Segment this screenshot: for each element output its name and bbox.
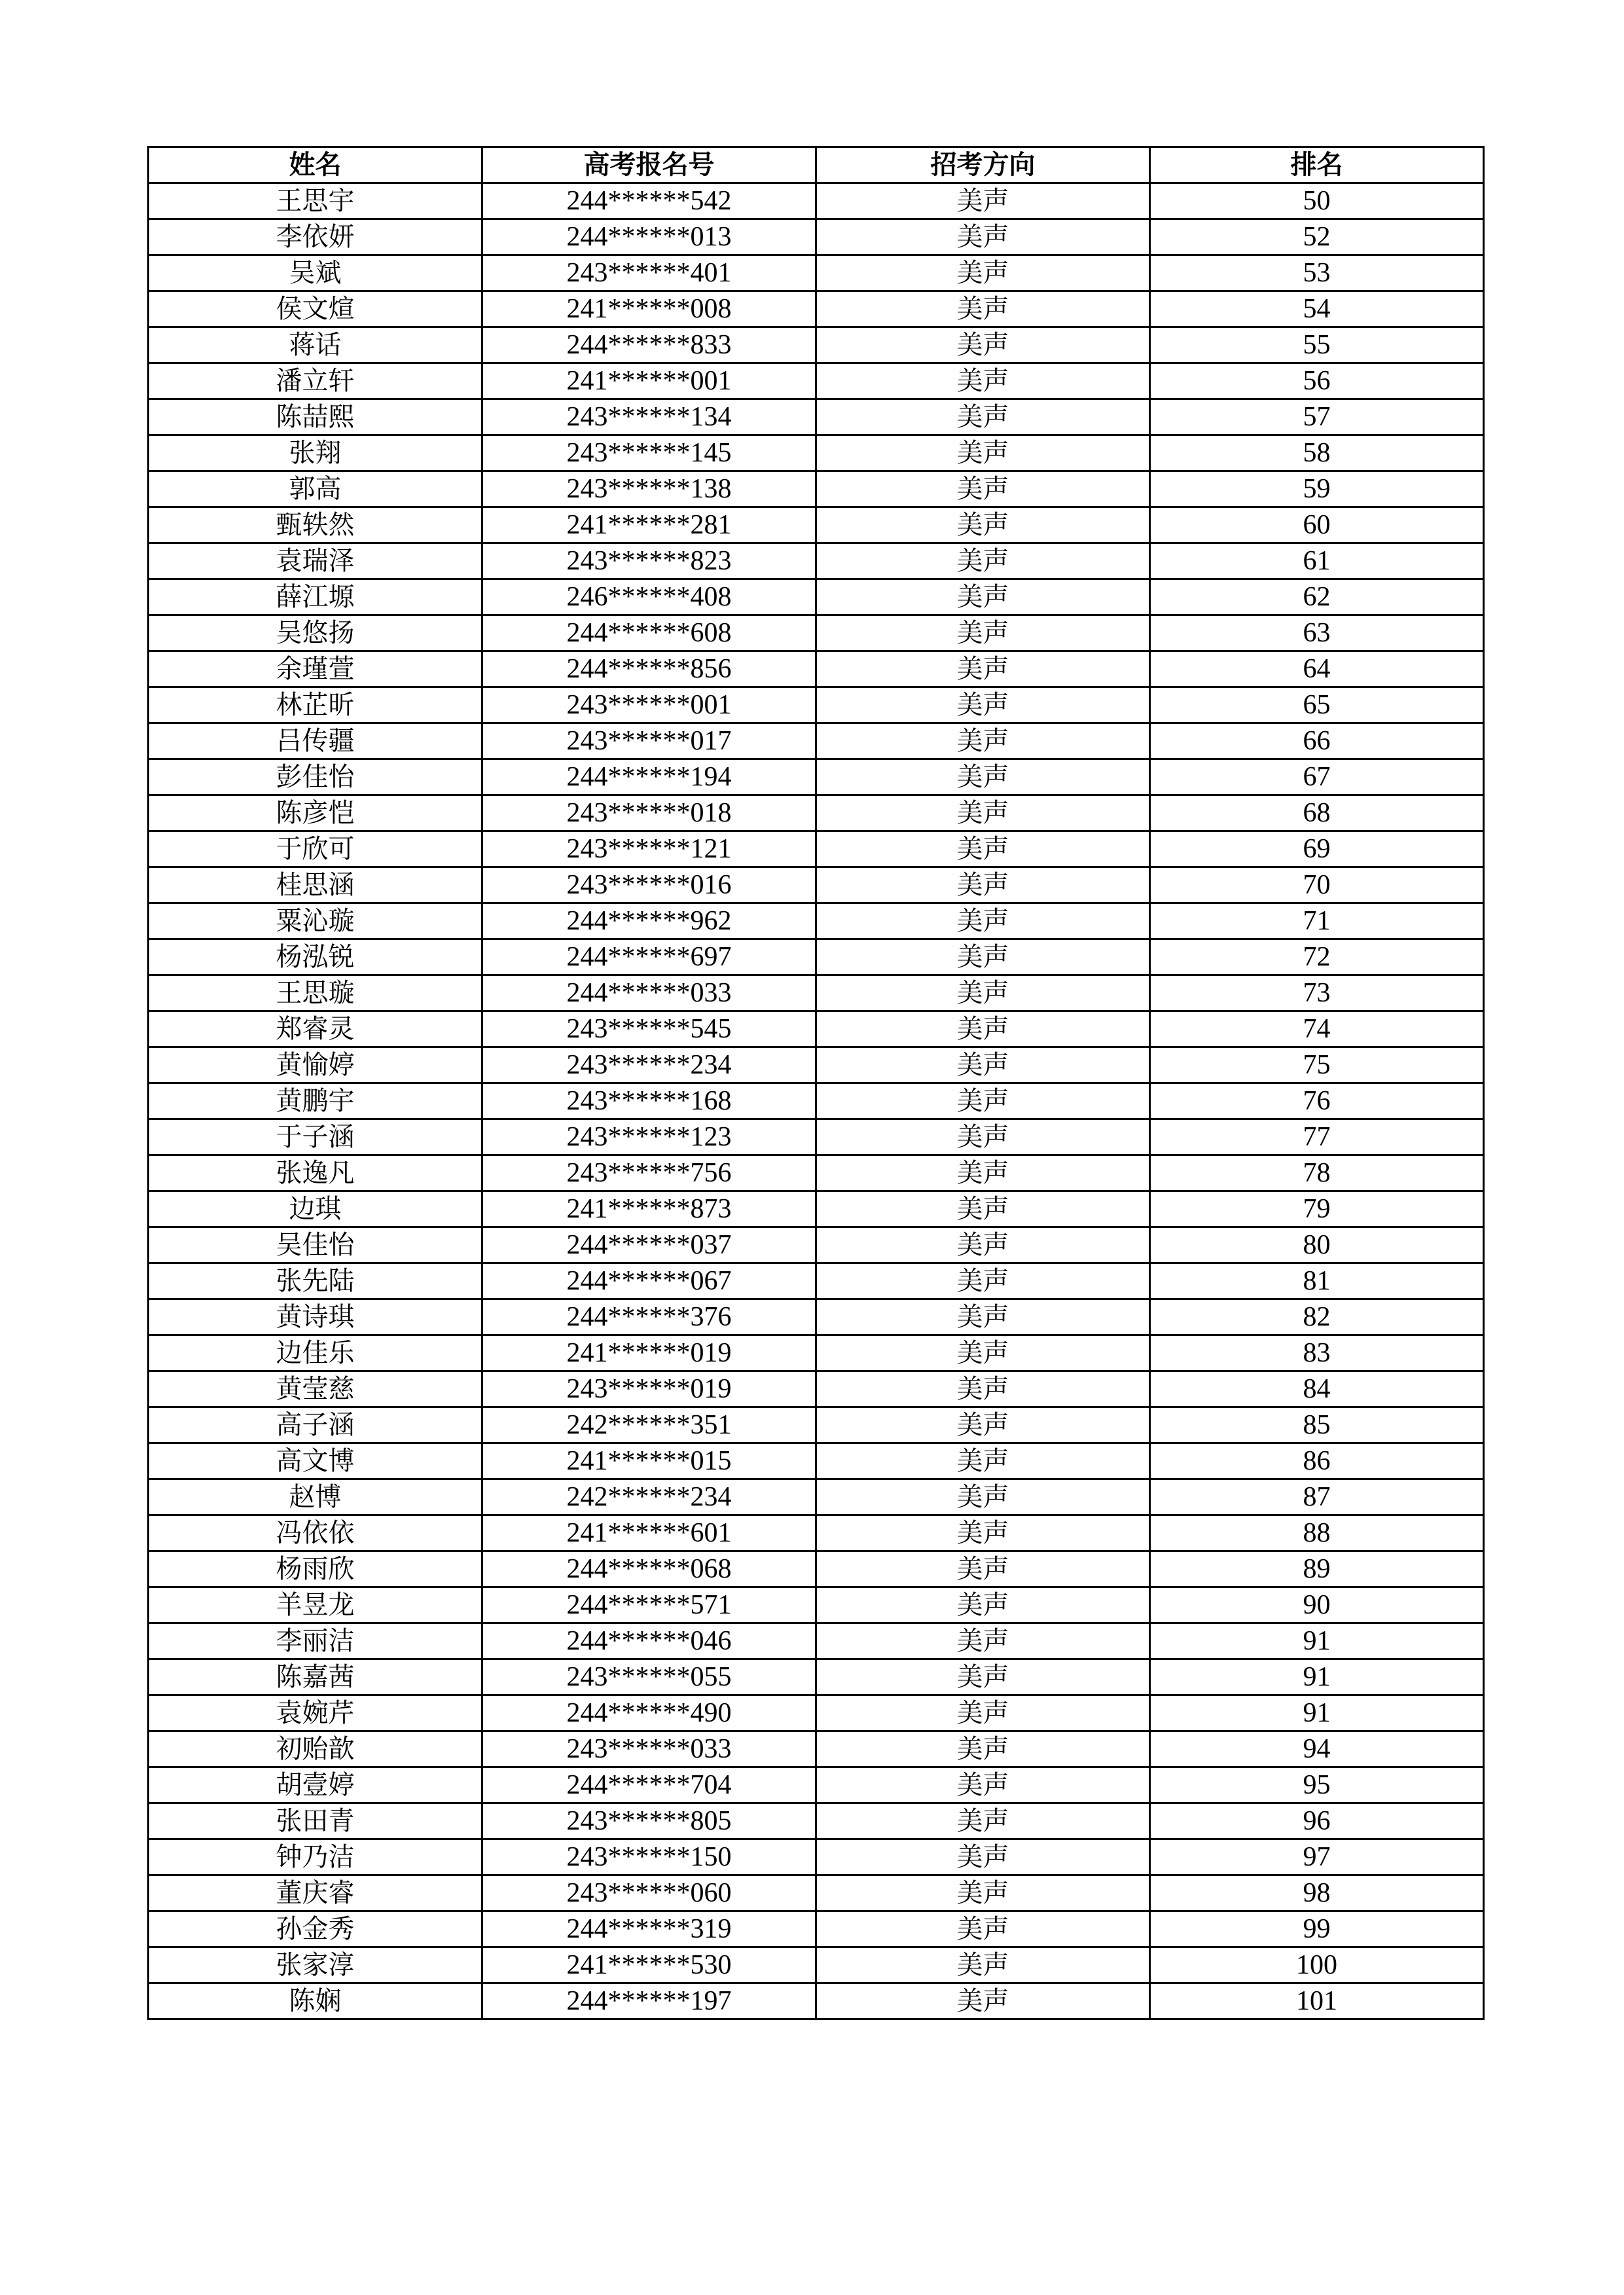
cell-name: 陈喆熙: [149, 399, 482, 435]
cell-direction: 美声: [816, 903, 1150, 939]
cell-exam-id: 243******756: [482, 1155, 816, 1191]
header-name: 姓名: [149, 147, 482, 183]
cell-direction: 美声: [816, 831, 1150, 867]
cell-rank: 68: [1150, 795, 1484, 831]
table-row: [149, 1191, 1484, 1227]
cell-exam-id: 243******123: [482, 1119, 816, 1155]
cell-exam-id: 241******873: [482, 1191, 816, 1227]
cell-exam-id: 243******168: [482, 1083, 816, 1119]
cell-exam-id: 244******962: [482, 903, 816, 939]
cell-name: 王思宇: [149, 183, 482, 219]
table-row: [149, 291, 1484, 327]
cell-exam-id: 243******805: [482, 1803, 816, 1839]
cell-rank: 96: [1150, 1803, 1484, 1839]
cell-direction: 美声: [816, 399, 1150, 435]
cell-name: 彭佳怡: [149, 759, 482, 795]
cell-name: 袁婉芹: [149, 1695, 482, 1731]
cell-exam-id: 244******046: [482, 1623, 816, 1659]
cell-direction: 美声: [816, 1947, 1150, 1983]
table-row: [149, 1011, 1484, 1047]
cell-rank: 100: [1150, 1947, 1484, 1983]
cell-name: 薛江塬: [149, 579, 482, 615]
cell-rank: 63: [1150, 615, 1484, 651]
cell-exam-id: 241******008: [482, 291, 816, 327]
cell-name: 张田青: [149, 1803, 482, 1839]
table-row: [149, 615, 1484, 651]
cell-exam-id: 244******319: [482, 1911, 816, 1947]
cell-rank: 53: [1150, 255, 1484, 291]
cell-exam-id: 241******019: [482, 1335, 816, 1371]
cell-rank: 85: [1150, 1407, 1484, 1443]
header-exam-id: 高考报名号: [482, 147, 816, 183]
cell-exam-id: 243******019: [482, 1371, 816, 1407]
cell-rank: 82: [1150, 1299, 1484, 1335]
table-row: [149, 1767, 1484, 1803]
cell-direction: 美声: [816, 1155, 1150, 1191]
table-row: [149, 1911, 1484, 1947]
cell-rank: 74: [1150, 1011, 1484, 1047]
cell-rank: 101: [1150, 1983, 1484, 2019]
cell-name: 吴佳怡: [149, 1227, 482, 1263]
cell-direction: 美声: [816, 867, 1150, 903]
cell-rank: 91: [1150, 1695, 1484, 1731]
cell-exam-id: 244******704: [482, 1767, 816, 1803]
table-row: [149, 1047, 1484, 1083]
cell-rank: 91: [1150, 1623, 1484, 1659]
cell-exam-id: 244******833: [482, 327, 816, 363]
cell-direction: 美声: [816, 1839, 1150, 1875]
table-row: [149, 795, 1484, 831]
cell-exam-id: 241******015: [482, 1443, 816, 1479]
cell-exam-id: 244******608: [482, 615, 816, 651]
cell-name: 孙金秀: [149, 1911, 482, 1947]
cell-rank: 77: [1150, 1119, 1484, 1155]
cell-rank: 84: [1150, 1371, 1484, 1407]
table-row: [149, 903, 1484, 939]
table-body: [149, 183, 1484, 2019]
cell-name: 董庆睿: [149, 1875, 482, 1911]
cell-rank: 81: [1150, 1263, 1484, 1299]
cell-name: 陈嘉茜: [149, 1659, 482, 1695]
cell-exam-id: 243******121: [482, 831, 816, 867]
cell-direction: 美声: [816, 1227, 1150, 1263]
cell-exam-id: 244******013: [482, 219, 816, 255]
cell-exam-id: 244******856: [482, 651, 816, 687]
cell-direction: 美声: [816, 651, 1150, 687]
table-row: [149, 975, 1484, 1011]
cell-rank: 60: [1150, 507, 1484, 543]
cell-direction: 美声: [816, 1587, 1150, 1623]
cell-exam-id: 244******037: [482, 1227, 816, 1263]
cell-exam-id: 243******016: [482, 867, 816, 903]
cell-direction: 美声: [816, 507, 1150, 543]
table-row: [149, 435, 1484, 471]
cell-exam-id: 244******542: [482, 183, 816, 219]
ranking-table: [147, 146, 1485, 2020]
cell-rank: 89: [1150, 1551, 1484, 1587]
cell-rank: 71: [1150, 903, 1484, 939]
table-row: [149, 1587, 1484, 1623]
cell-name: 黄愉婷: [149, 1047, 482, 1083]
cell-direction: 美声: [816, 939, 1150, 975]
cell-rank: 78: [1150, 1155, 1484, 1191]
cell-direction: 美声: [816, 1407, 1150, 1443]
cell-direction: 美声: [816, 363, 1150, 399]
cell-direction: 美声: [816, 1515, 1150, 1551]
cell-exam-id: 243******145: [482, 435, 816, 471]
cell-direction: 美声: [816, 1659, 1150, 1695]
cell-rank: 79: [1150, 1191, 1484, 1227]
cell-rank: 62: [1150, 579, 1484, 615]
cell-name: 张家淳: [149, 1947, 482, 1983]
table-row: [149, 1407, 1484, 1443]
cell-direction: 美声: [816, 1335, 1150, 1371]
cell-rank: 97: [1150, 1839, 1484, 1875]
table-row: [149, 1659, 1484, 1695]
cell-rank: 52: [1150, 219, 1484, 255]
cell-rank: 56: [1150, 363, 1484, 399]
table-row: [149, 399, 1484, 435]
cell-rank: 75: [1150, 1047, 1484, 1083]
cell-direction: 美声: [816, 1299, 1150, 1335]
cell-name: 钟乃洁: [149, 1839, 482, 1875]
cell-name: 郭高: [149, 471, 482, 507]
cell-rank: 88: [1150, 1515, 1484, 1551]
cell-direction: 美声: [816, 1695, 1150, 1731]
table-row: [149, 1227, 1484, 1263]
table-row: [149, 1083, 1484, 1119]
cell-rank: 87: [1150, 1479, 1484, 1515]
table-row: [149, 1335, 1484, 1371]
cell-exam-id: 243******401: [482, 255, 816, 291]
cell-exam-id: 244******697: [482, 939, 816, 975]
table-row: [149, 1695, 1484, 1731]
cell-direction: 美声: [816, 723, 1150, 759]
cell-direction: 美声: [816, 1803, 1150, 1839]
cell-name: 粟沁璇: [149, 903, 482, 939]
cell-rank: 67: [1150, 759, 1484, 795]
cell-name: 高子涵: [149, 1407, 482, 1443]
cell-rank: 61: [1150, 543, 1484, 579]
cell-rank: 80: [1150, 1227, 1484, 1263]
cell-direction: 美声: [816, 327, 1150, 363]
cell-rank: 57: [1150, 399, 1484, 435]
table-row: [149, 723, 1484, 759]
cell-name: 林芷昕: [149, 687, 482, 723]
table-row: [149, 1947, 1484, 1983]
cell-exam-id: 243******823: [482, 543, 816, 579]
table-row: [149, 1119, 1484, 1155]
cell-rank: 90: [1150, 1587, 1484, 1623]
cell-exam-id: 241******281: [482, 507, 816, 543]
header-rank: 排名: [1150, 147, 1484, 183]
cell-direction: 美声: [816, 1083, 1150, 1119]
table-row: [149, 687, 1484, 723]
cell-name: 王思璇: [149, 975, 482, 1011]
cell-exam-id: 241******530: [482, 1947, 816, 1983]
cell-rank: 94: [1150, 1731, 1484, 1767]
cell-exam-id: 243******018: [482, 795, 816, 831]
table-row: [149, 255, 1484, 291]
cell-direction: 美声: [816, 1875, 1150, 1911]
cell-exam-id: 241******001: [482, 363, 816, 399]
cell-name: 于欣可: [149, 831, 482, 867]
cell-direction: 美声: [816, 1191, 1150, 1227]
cell-exam-id: 244******033: [482, 975, 816, 1011]
cell-name: 李依妍: [149, 219, 482, 255]
cell-name: 袁瑞泽: [149, 543, 482, 579]
cell-name: 蒋话: [149, 327, 482, 363]
cell-rank: 99: [1150, 1911, 1484, 1947]
table-row: [149, 219, 1484, 255]
table-row: [149, 1551, 1484, 1587]
table-row: [149, 1155, 1484, 1191]
cell-exam-id: 243******545: [482, 1011, 816, 1047]
table-row: [149, 831, 1484, 867]
cell-rank: 66: [1150, 723, 1484, 759]
cell-direction: 美声: [816, 1983, 1150, 2019]
cell-exam-id: 243******055: [482, 1659, 816, 1695]
cell-rank: 58: [1150, 435, 1484, 471]
cell-direction: 美声: [816, 1047, 1150, 1083]
table-row: [149, 1623, 1484, 1659]
cell-name: 甄轶然: [149, 507, 482, 543]
cell-direction: 美声: [816, 1371, 1150, 1407]
cell-exam-id: 243******134: [482, 399, 816, 435]
cell-name: 杨泓锐: [149, 939, 482, 975]
cell-direction: 美声: [816, 579, 1150, 615]
cell-rank: 69: [1150, 831, 1484, 867]
cell-direction: 美声: [816, 471, 1150, 507]
cell-direction: 美声: [816, 543, 1150, 579]
cell-name: 吕传疆: [149, 723, 482, 759]
cell-name: 吴斌: [149, 255, 482, 291]
cell-direction: 美声: [816, 1911, 1150, 1947]
cell-direction: 美声: [816, 795, 1150, 831]
cell-direction: 美声: [816, 1767, 1150, 1803]
cell-name: 桂思涵: [149, 867, 482, 903]
table-row: [149, 939, 1484, 975]
cell-name: 冯依依: [149, 1515, 482, 1551]
cell-exam-id: 243******033: [482, 1731, 816, 1767]
cell-direction: 美声: [816, 435, 1150, 471]
cell-name: 羊昱龙: [149, 1587, 482, 1623]
table-row: [149, 1515, 1484, 1551]
cell-name: 赵博: [149, 1479, 482, 1515]
cell-exam-id: 246******408: [482, 579, 816, 615]
cell-direction: 美声: [816, 1479, 1150, 1515]
cell-name: 余瑾萱: [149, 651, 482, 687]
cell-rank: 70: [1150, 867, 1484, 903]
cell-rank: 95: [1150, 1767, 1484, 1803]
cell-exam-id: 243******138: [482, 471, 816, 507]
cell-rank: 54: [1150, 291, 1484, 327]
table-row: [149, 579, 1484, 615]
cell-name: 侯文煊: [149, 291, 482, 327]
cell-name: 张逸凡: [149, 1155, 482, 1191]
cell-rank: 98: [1150, 1875, 1484, 1911]
cell-rank: 83: [1150, 1335, 1484, 1371]
cell-rank: 55: [1150, 327, 1484, 363]
cell-name: 杨雨欣: [149, 1551, 482, 1587]
cell-name: 初贻歆: [149, 1731, 482, 1767]
table-row: [149, 1443, 1484, 1479]
cell-direction: 美声: [816, 1551, 1150, 1587]
header-direction: 招考方向: [816, 147, 1150, 183]
cell-name: 胡壹婷: [149, 1767, 482, 1803]
table-row: [149, 1371, 1484, 1407]
cell-exam-id: 244******197: [482, 1983, 816, 2019]
table-row: [149, 1479, 1484, 1515]
cell-direction: 美声: [816, 1119, 1150, 1155]
cell-rank: 59: [1150, 471, 1484, 507]
cell-rank: 76: [1150, 1083, 1484, 1119]
table-row: [149, 759, 1484, 795]
cell-name: 潘立轩: [149, 363, 482, 399]
table-row: [149, 1803, 1484, 1839]
table-row: [149, 183, 1484, 219]
header-row: [149, 147, 1484, 183]
cell-rank: 86: [1150, 1443, 1484, 1479]
table-row: [149, 363, 1484, 399]
cell-name: 陈彦恺: [149, 795, 482, 831]
table-row: [149, 327, 1484, 363]
cell-rank: 72: [1150, 939, 1484, 975]
cell-direction: 美声: [816, 687, 1150, 723]
cell-direction: 美声: [816, 255, 1150, 291]
cell-direction: 美声: [816, 975, 1150, 1011]
cell-name: 张先陆: [149, 1263, 482, 1299]
cell-rank: 64: [1150, 651, 1484, 687]
cell-exam-id: 244******068: [482, 1551, 816, 1587]
cell-direction: 美声: [816, 219, 1150, 255]
cell-name: 高文博: [149, 1443, 482, 1479]
cell-name: 郑睿灵: [149, 1011, 482, 1047]
cell-direction: 美声: [816, 1731, 1150, 1767]
cell-name: 边佳乐: [149, 1335, 482, 1371]
cell-exam-id: 244******571: [482, 1587, 816, 1623]
cell-exam-id: 244******376: [482, 1299, 816, 1335]
cell-name: 黄鹏宇: [149, 1083, 482, 1119]
cell-name: 李丽洁: [149, 1623, 482, 1659]
cell-direction: 美声: [816, 759, 1150, 795]
cell-exam-id: 243******060: [482, 1875, 816, 1911]
cell-name: 边琪: [149, 1191, 482, 1227]
table-row: [149, 1299, 1484, 1335]
cell-name: 张翔: [149, 435, 482, 471]
table-row: [149, 1263, 1484, 1299]
cell-exam-id: 244******194: [482, 759, 816, 795]
cell-exam-id: 242******234: [482, 1479, 816, 1515]
cell-exam-id: 243******150: [482, 1839, 816, 1875]
table-row: [149, 1731, 1484, 1767]
cell-exam-id: 241******601: [482, 1515, 816, 1551]
cell-direction: 美声: [816, 1011, 1150, 1047]
cell-exam-id: 243******017: [482, 723, 816, 759]
cell-exam-id: 242******351: [482, 1407, 816, 1443]
table-row: [149, 1839, 1484, 1875]
cell-exam-id: 244******067: [482, 1263, 816, 1299]
cell-direction: 美声: [816, 291, 1150, 327]
cell-rank: 91: [1150, 1659, 1484, 1695]
cell-direction: 美声: [816, 183, 1150, 219]
table-row: [149, 867, 1484, 903]
table-row: [149, 507, 1484, 543]
cell-name: 于子涵: [149, 1119, 482, 1155]
cell-exam-id: 243******001: [482, 687, 816, 723]
cell-exam-id: 243******234: [482, 1047, 816, 1083]
table-row: [149, 1875, 1484, 1911]
cell-direction: 美声: [816, 1443, 1150, 1479]
cell-direction: 美声: [816, 615, 1150, 651]
table-row: [149, 1983, 1484, 2019]
table-row: [149, 651, 1484, 687]
cell-name: 陈娴: [149, 1983, 482, 2019]
cell-rank: 65: [1150, 687, 1484, 723]
table-row: [149, 471, 1484, 507]
cell-rank: 50: [1150, 183, 1484, 219]
cell-rank: 73: [1150, 975, 1484, 1011]
cell-name: 黄莹慈: [149, 1371, 482, 1407]
cell-name: 吴悠扬: [149, 615, 482, 651]
cell-direction: 美声: [816, 1623, 1150, 1659]
table-row: [149, 543, 1484, 579]
cell-exam-id: 244******490: [482, 1695, 816, 1731]
cell-direction: 美声: [816, 1263, 1150, 1299]
cell-name: 黄诗琪: [149, 1299, 482, 1335]
